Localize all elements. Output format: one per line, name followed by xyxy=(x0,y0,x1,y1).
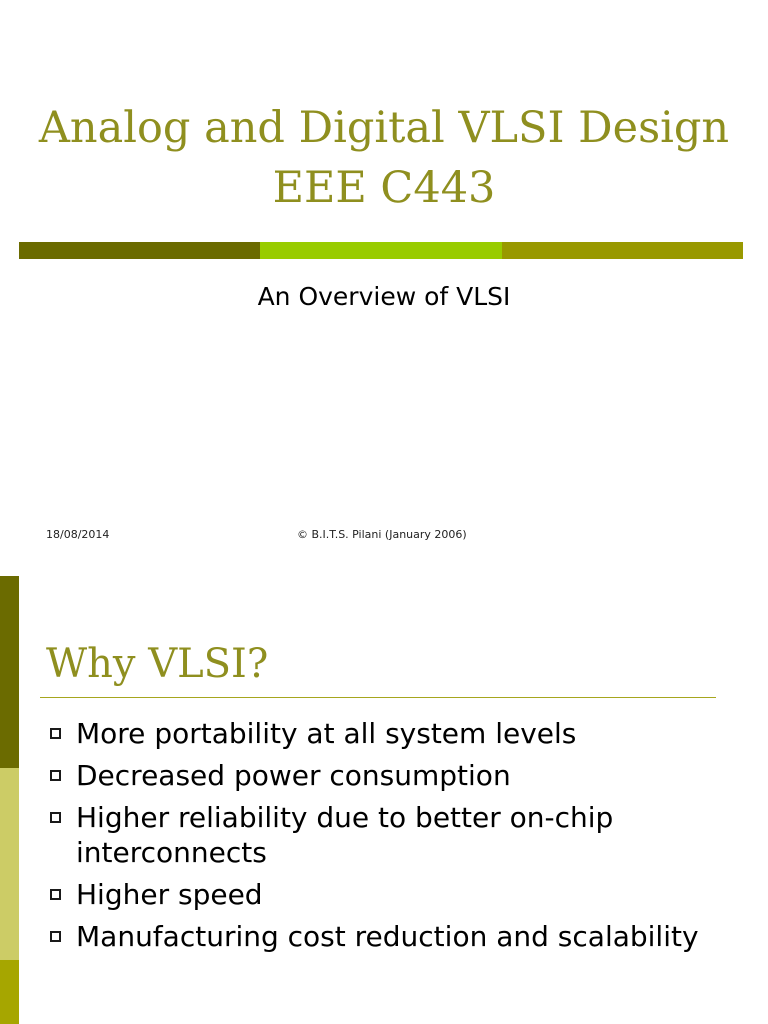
content-slide xyxy=(0,576,768,1024)
band-segment-bright xyxy=(260,242,501,259)
accent-sidebar xyxy=(0,576,19,1024)
title-line-1: Analog and Digital VLSI Design xyxy=(38,103,730,153)
band-segment-dark xyxy=(19,242,260,259)
sidebar-segment-light xyxy=(0,768,19,960)
slide-separator xyxy=(0,560,768,576)
sidebar-segment-olive xyxy=(0,960,19,1024)
square-bullet-icon xyxy=(50,728,61,739)
sidebar-segment-dark xyxy=(0,576,19,768)
heading-rule xyxy=(40,697,716,698)
bullet-list xyxy=(46,716,736,961)
bullet-item xyxy=(46,800,736,870)
bullet-item xyxy=(46,716,736,751)
slide-title xyxy=(0,98,768,218)
slide-subtitle: An Overview of VLSI xyxy=(257,282,511,311)
title-line-2: EEE C443 xyxy=(272,163,496,213)
bullet-item xyxy=(46,919,736,954)
bullet-text: Higher speed xyxy=(76,878,263,911)
footer-copyright: © B.I.T.S. Pilani (January 2006) xyxy=(297,528,467,541)
square-bullet-icon xyxy=(50,889,61,900)
square-bullet-icon xyxy=(50,770,61,781)
bullet-text: Higher reliability due to better on-chip interconnects xyxy=(76,801,614,869)
bullet-text: More portability at all system levels xyxy=(76,717,577,750)
bullet-item xyxy=(46,758,736,793)
bullet-text: Decreased power consumption xyxy=(76,759,511,792)
bullet-text: Manufacturing cost reduction and scalability xyxy=(76,920,699,953)
color-band xyxy=(19,242,743,259)
bullet-item xyxy=(46,877,736,912)
footer-date: 18/08/2014 xyxy=(46,528,110,541)
slide-heading: Why VLSI? xyxy=(46,641,269,687)
square-bullet-icon xyxy=(50,812,61,823)
band-segment-olive xyxy=(502,242,743,259)
square-bullet-icon xyxy=(50,931,61,942)
